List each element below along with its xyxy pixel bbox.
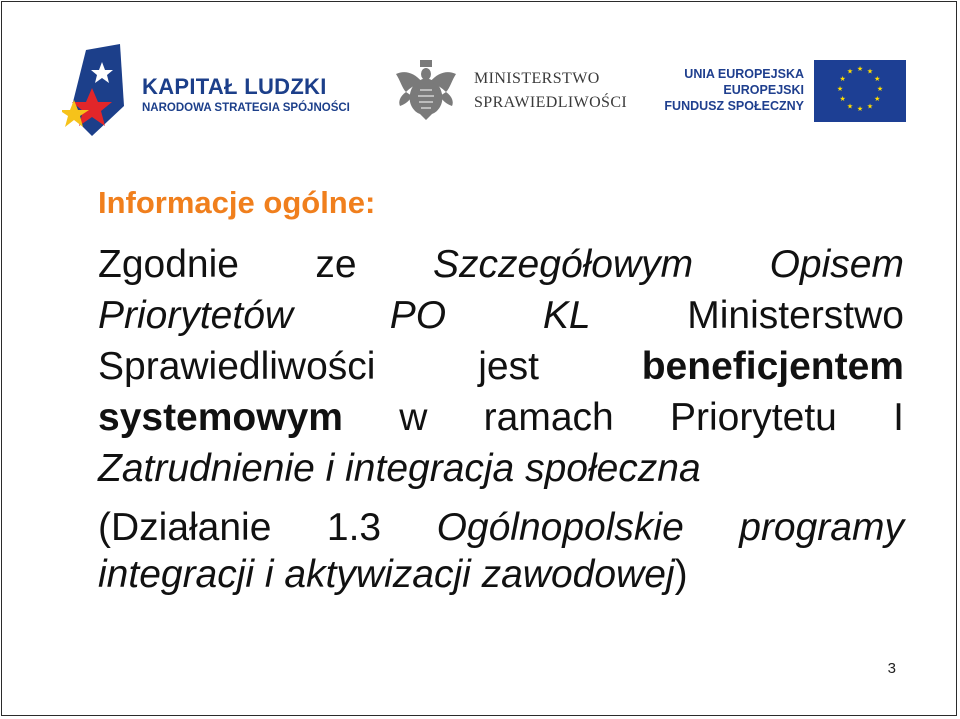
paragraph-line-7 [98,549,904,600]
section-heading: Informacje ogólne: [98,185,376,220]
svg-text:★: ★ [856,65,864,73]
paragraph-line-5: Zatrudnienie i integracja społeczna [98,447,701,490]
eu-logo-text [664,66,804,114]
word: ze [315,243,357,286]
page-number: 3 [887,660,896,677]
word: (Działanie [98,506,272,549]
word: ramach [483,396,614,439]
ministry-name-line2: SPRAWIEDLIWOŚCI [474,94,628,111]
eu-flag-icon [814,60,906,122]
paragraph-line-6 [98,502,904,553]
closing-paren: ) [674,553,688,596]
word: integracji i aktywizacji zawodowej [98,553,675,596]
kapital-ludzki-subtitle: NARODOWA STRATEGIA SPÓJNOŚCI [142,102,350,114]
paragraph-line-4 [98,392,904,443]
ministry-name-line1: MINISTERSTWO [474,70,600,87]
eu-line3: FUNDUSZ SPOŁECZNY [664,99,804,113]
svg-text:★: ★ [856,105,864,113]
eu-logo [664,60,906,122]
word: KL [542,294,591,337]
word: Szczegółowym [433,243,694,286]
slide [1,1,957,716]
svg-text:★: ★ [839,95,846,103]
paragraph-line-2 [98,290,904,341]
word: Priorytetu [669,396,837,439]
kapital-ludzki-star-icon [62,44,130,136]
svg-text:★: ★ [876,85,884,93]
word: Ministerstwo [687,294,904,337]
word: systemowym [98,396,343,439]
word: Ogólnopolskie [436,506,684,549]
word: beneficjentem [641,345,904,388]
eu-line1: UNIA EUROPEJSKA [684,67,804,81]
body-paragraph [98,239,904,600]
eu-line2: EUROPEJSKI [723,83,804,97]
word: Priorytetów [98,294,294,337]
svg-text:★: ★ [866,67,874,76]
svg-text:★: ★ [874,95,881,103]
word: jest [478,345,539,388]
svg-text:★: ★ [866,102,874,111]
svg-text:★: ★ [836,85,844,93]
paragraph-line-1 [98,239,904,290]
word: 1.3 [326,506,382,549]
ministry-logo [392,60,637,122]
eagle-emblem-icon [396,60,456,122]
svg-text:★: ★ [846,67,854,76]
word: programy [739,506,904,549]
word: PO [389,294,447,337]
word: Zgodnie [98,243,239,286]
kapital-ludzki-logo [62,44,362,136]
paragraph-line-3 [98,341,904,392]
svg-text:★: ★ [839,75,846,83]
word: Sprawiedliwości [98,345,376,388]
word: Opisem [769,243,904,286]
svg-text:★: ★ [846,102,854,111]
svg-text:★: ★ [874,75,881,83]
kapital-ludzki-title: KAPITAŁ LUDZKI [142,74,327,99]
word: w [399,396,428,439]
word: I [893,396,904,439]
